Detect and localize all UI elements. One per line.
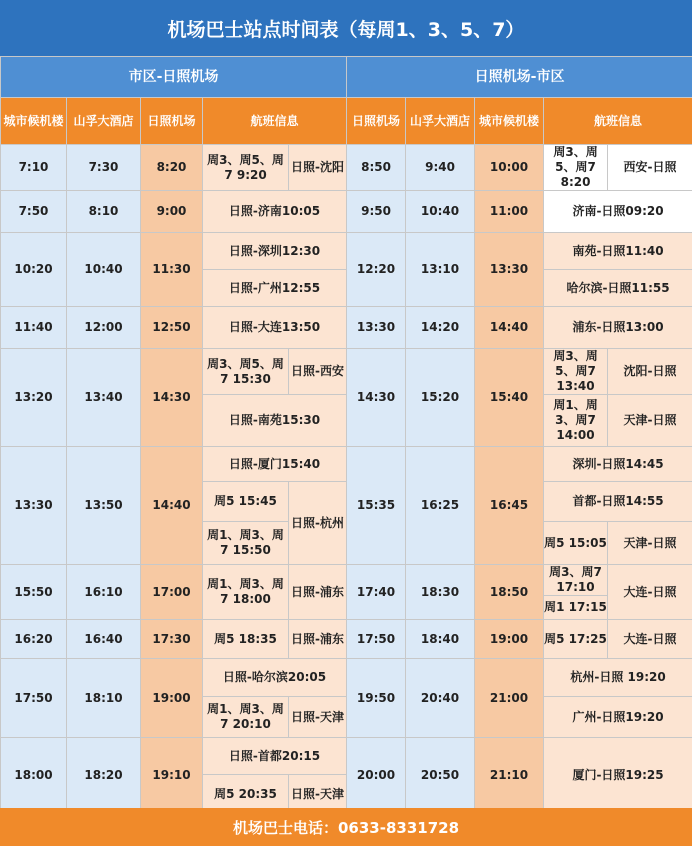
flight-days: 周3、周5、周7 9:20 xyxy=(203,145,289,191)
time-cell: 21:10 xyxy=(475,738,544,814)
table-row xyxy=(1,191,692,233)
header-cell: 航班信息 xyxy=(544,98,692,145)
time-cell: 19:00 xyxy=(141,659,203,738)
time-cell: 13:50 xyxy=(67,447,141,565)
time-cell: 16:40 xyxy=(67,620,141,659)
time-cell: 18:00 xyxy=(1,738,67,814)
flight-days: 周1、周3、周7 14:00 xyxy=(544,395,608,447)
flight-days: 周5 20:35 xyxy=(203,775,289,814)
time-cell: 8:50 xyxy=(347,145,406,191)
flight-info: 首都-日照14:55 xyxy=(544,482,692,522)
time-cell: 20:00 xyxy=(347,738,406,814)
flight-route: 日照-浦东 xyxy=(289,565,347,620)
flight-info: 济南-日照09:20 xyxy=(544,191,692,233)
time-cell: 8:20 xyxy=(141,145,203,191)
flight-info: 浦东-日照13:00 xyxy=(544,307,692,349)
flight-route: 大连-日照 xyxy=(608,565,692,620)
flight-route: 日照-天津 xyxy=(289,775,347,814)
table-row xyxy=(1,145,692,191)
time-cell: 10:40 xyxy=(67,233,141,307)
time-cell: 12:00 xyxy=(67,307,141,349)
time-cell: 7:30 xyxy=(67,145,141,191)
timetable xyxy=(0,56,692,814)
time-cell: 15:20 xyxy=(406,349,475,447)
flight-info: 日照-厦门15:40 xyxy=(203,447,347,482)
time-cell: 10:40 xyxy=(406,191,475,233)
table-row xyxy=(1,620,692,659)
flight-route: 日照-西安 xyxy=(289,349,347,395)
header-cell: 城市候机楼 xyxy=(475,98,544,145)
time-cell: 16:45 xyxy=(475,447,544,565)
time-cell: 17:30 xyxy=(141,620,203,659)
time-cell: 18:50 xyxy=(475,565,544,620)
header-row xyxy=(1,98,692,145)
table-row xyxy=(1,659,692,697)
table-row xyxy=(1,307,692,349)
flight-route: 西安-日照 xyxy=(608,145,692,191)
flight-info: 日照-深圳12:30 xyxy=(203,233,347,270)
flight-info: 深圳-日照14:45 xyxy=(544,447,692,482)
time-cell: 11:30 xyxy=(141,233,203,307)
table-row xyxy=(1,349,692,395)
time-cell: 7:50 xyxy=(1,191,67,233)
time-cell: 17:50 xyxy=(347,620,406,659)
time-cell: 9:50 xyxy=(347,191,406,233)
time-cell: 17:00 xyxy=(141,565,203,620)
flight-days: 周1、周3、周7 20:10 xyxy=(203,697,289,738)
flight-days: 周1、周3、周7 18:00 xyxy=(203,565,289,620)
header-cell: 山孚大酒店 xyxy=(406,98,475,145)
table-row xyxy=(1,565,692,596)
time-cell: 15:50 xyxy=(1,565,67,620)
flight-info: 日照-南苑15:30 xyxy=(203,395,347,447)
direction-row xyxy=(1,57,692,98)
time-cell: 19:00 xyxy=(475,620,544,659)
time-cell: 18:10 xyxy=(67,659,141,738)
flight-days: 周3、周5、周7 15:30 xyxy=(203,349,289,395)
flight-info: 日照-济南10:05 xyxy=(203,191,347,233)
flight-days: 周5 17:25 xyxy=(544,620,608,659)
flight-days: 周3、周5、周7 8:20 xyxy=(544,145,608,191)
header-cell: 城市候机楼 xyxy=(1,98,67,145)
flight-route: 日照-浦东 xyxy=(289,620,347,659)
flight-info: 日照-广州12:55 xyxy=(203,270,347,307)
flight-days: 周1 17:15 xyxy=(544,596,608,620)
page-title: 机场巴士站点时间表（每周1、3、5、7） xyxy=(0,0,692,56)
flight-info: 广州-日照19:20 xyxy=(544,697,692,738)
time-cell: 13:30 xyxy=(1,447,67,565)
header-cell: 日照机场 xyxy=(347,98,406,145)
time-cell: 14:40 xyxy=(475,307,544,349)
table-row xyxy=(1,738,692,775)
time-cell: 13:30 xyxy=(347,307,406,349)
flight-info: 日照-哈尔滨20:05 xyxy=(203,659,347,697)
time-cell: 9:40 xyxy=(406,145,475,191)
flight-days: 周3、周7 17:10 xyxy=(544,565,608,596)
time-cell: 11:40 xyxy=(1,307,67,349)
time-cell: 17:40 xyxy=(347,565,406,620)
time-cell: 19:50 xyxy=(347,659,406,738)
flight-info: 厦门-日照19:25 xyxy=(544,738,692,814)
time-cell: 20:50 xyxy=(406,738,475,814)
time-cell: 8:10 xyxy=(67,191,141,233)
phone-footer: 机场巴士电话：0633-8331728 xyxy=(0,808,692,846)
flight-info: 杭州-日照 19:20 xyxy=(544,659,692,697)
flight-info: 南苑-日照11:40 xyxy=(544,233,692,270)
time-cell: 16:10 xyxy=(67,565,141,620)
header-cell: 山孚大酒店 xyxy=(67,98,141,145)
flight-route: 沈阳-日照 xyxy=(608,349,692,395)
header-cell: 航班信息 xyxy=(203,98,347,145)
direction-right: 日照机场-市区 xyxy=(347,57,692,98)
flight-route: 日照-杭州 xyxy=(289,482,347,565)
time-cell: 7:10 xyxy=(1,145,67,191)
time-cell: 18:30 xyxy=(406,565,475,620)
header-cell: 日照机场 xyxy=(141,98,203,145)
flight-info: 日照-大连13:50 xyxy=(203,307,347,349)
time-cell: 13:20 xyxy=(1,349,67,447)
time-cell: 18:40 xyxy=(406,620,475,659)
time-cell: 19:10 xyxy=(141,738,203,814)
flight-route: 大连-日照 xyxy=(608,620,692,659)
flight-info: 日照-首都20:15 xyxy=(203,738,347,775)
flight-days: 周1、周3、周7 15:50 xyxy=(203,522,289,565)
time-cell: 20:40 xyxy=(406,659,475,738)
time-cell: 10:20 xyxy=(1,233,67,307)
time-cell: 14:40 xyxy=(141,447,203,565)
time-cell: 10:00 xyxy=(475,145,544,191)
direction-left: 市区-日照机场 xyxy=(1,57,347,98)
time-cell: 14:20 xyxy=(406,307,475,349)
table-row xyxy=(1,233,692,270)
flight-route: 天津-日照 xyxy=(608,395,692,447)
time-cell: 13:40 xyxy=(67,349,141,447)
table-row xyxy=(1,447,692,482)
flight-days: 周5 18:35 xyxy=(203,620,289,659)
time-cell: 15:35 xyxy=(347,447,406,565)
flight-days: 周5 15:45 xyxy=(203,482,289,522)
flight-days: 周5 15:05 xyxy=(544,522,608,565)
time-cell: 12:20 xyxy=(347,233,406,307)
time-cell: 11:00 xyxy=(475,191,544,233)
time-cell: 14:30 xyxy=(141,349,203,447)
time-cell: 13:30 xyxy=(475,233,544,307)
flight-days: 周3、周5、周7 13:40 xyxy=(544,349,608,395)
time-cell: 18:20 xyxy=(67,738,141,814)
time-cell: 12:50 xyxy=(141,307,203,349)
time-cell: 15:40 xyxy=(475,349,544,447)
time-cell: 17:50 xyxy=(1,659,67,738)
flight-info: 哈尔滨-日照11:55 xyxy=(544,270,692,307)
flight-route: 日照-天津 xyxy=(289,697,347,738)
time-cell: 13:10 xyxy=(406,233,475,307)
time-cell: 16:25 xyxy=(406,447,475,565)
time-cell: 16:20 xyxy=(1,620,67,659)
time-cell: 14:30 xyxy=(347,349,406,447)
flight-route: 天津-日照 xyxy=(608,522,692,565)
time-cell: 9:00 xyxy=(141,191,203,233)
time-cell: 21:00 xyxy=(475,659,544,738)
flight-route: 日照-沈阳 xyxy=(289,145,347,191)
